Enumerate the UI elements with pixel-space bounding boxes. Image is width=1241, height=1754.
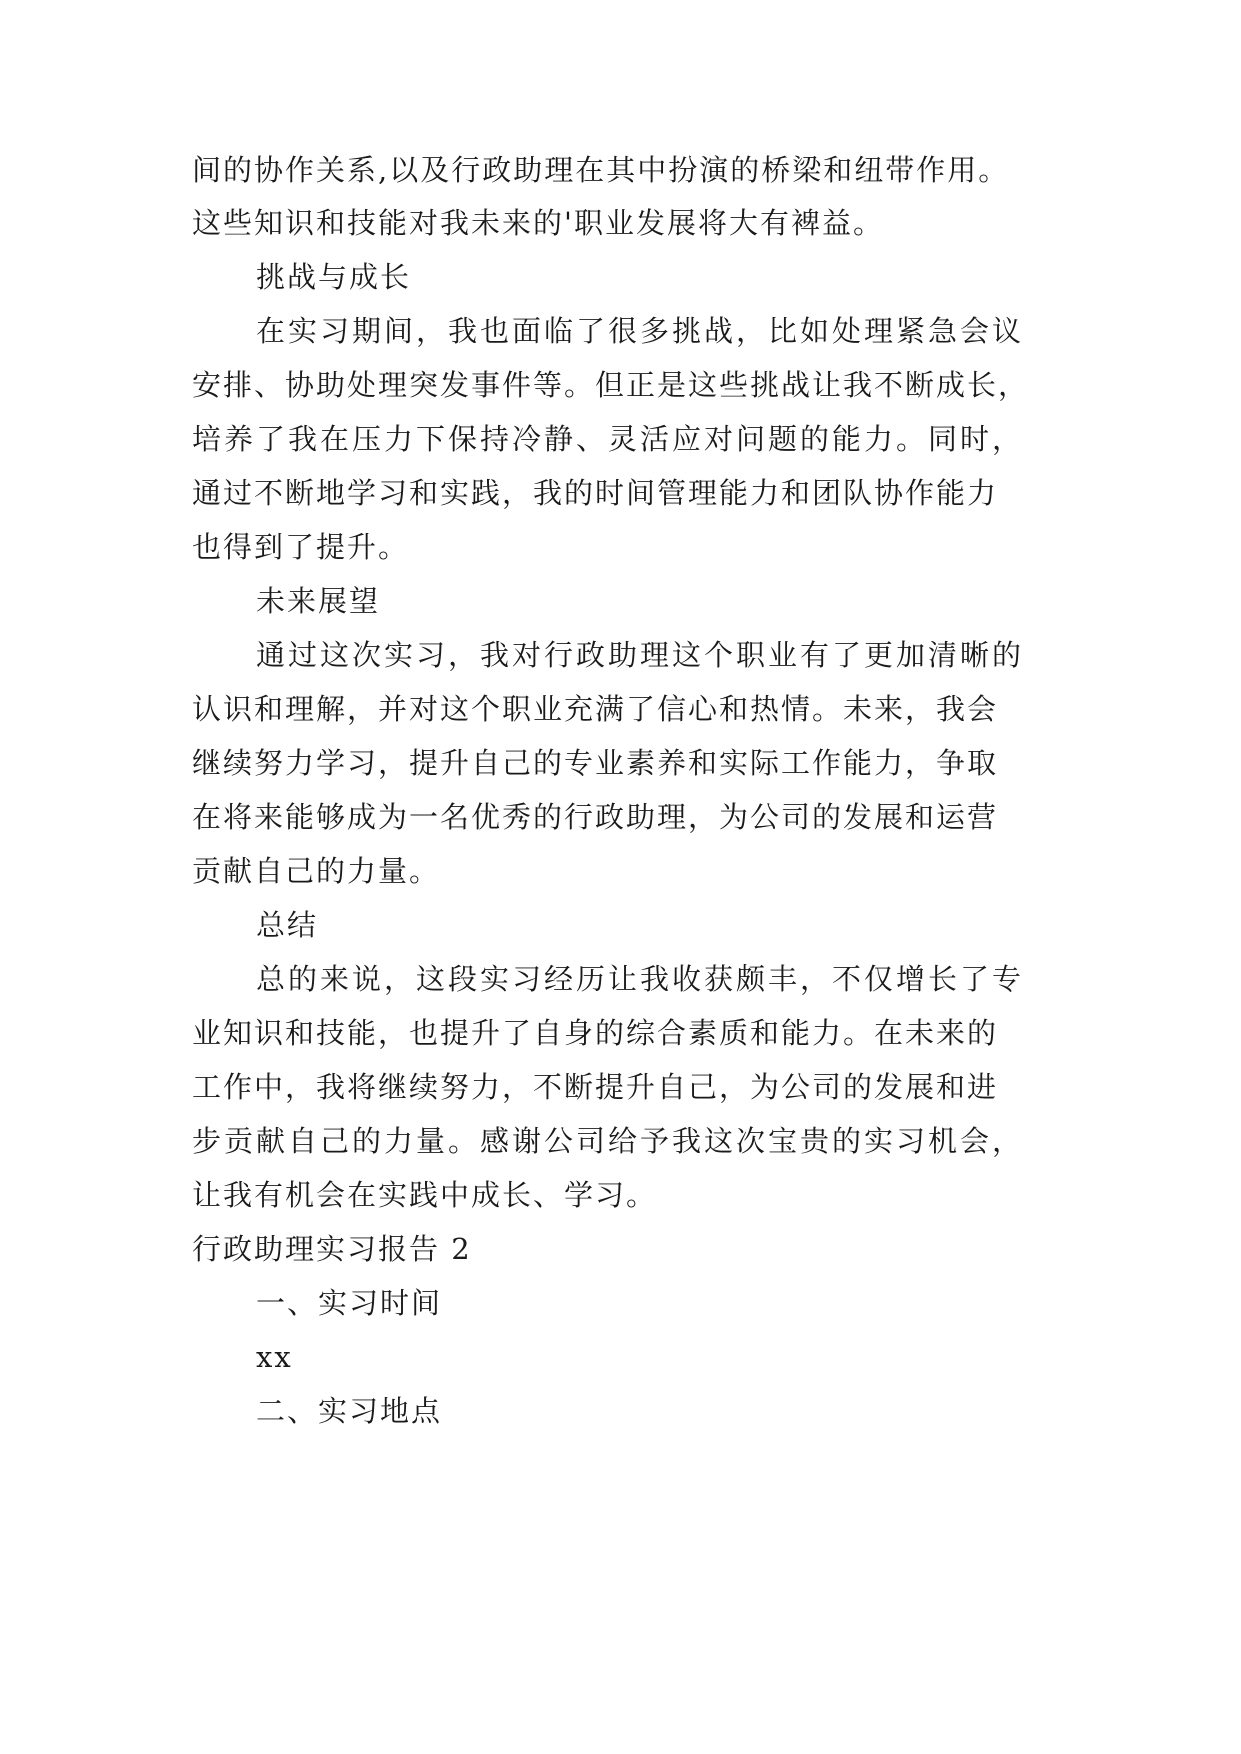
section-heading-summary: 总结 <box>256 908 319 942</box>
paragraph-line: 间的协作关系,以及行政助理在其中扮演的桥梁和纽带作用。 <box>192 153 1010 187</box>
paragraph-line: 让我有机会在实践中成长、学习。 <box>192 1178 658 1212</box>
paragraph-line: 通过这次实习，我对行政助理这个职业有了更加清晰的 <box>256 638 1025 672</box>
section-heading-internship-time: 一、实习时间 <box>256 1286 443 1320</box>
section-heading-outlook: 未来展望 <box>256 584 381 618</box>
paragraph-line: 工作中，我将继续努力，不断提升自己，为公司的发展和进 <box>192 1070 999 1104</box>
paragraph-line: 总的来说，这段实习经历让我收获颇丰，不仅增长了专 <box>256 962 1025 996</box>
paragraph-line: 也得到了提升。 <box>192 530 410 564</box>
paragraph-line: 步贡献自己的力量。感谢公司给予我这次宝贵的实习机会， <box>192 1124 1025 1158</box>
paragraph-line: 这些知识和技能对我未来的'职业发展将大有裨益。 <box>192 206 884 240</box>
document-title-report-2: 行政助理实习报告 2 <box>192 1232 472 1266</box>
paragraph-line: 继续努力学习，提升自己的专业素养和实际工作能力，争取 <box>192 746 999 780</box>
paragraph-line: 安排、协助处理突发事件等。但正是这些挑战让我不断成长， <box>192 368 1030 402</box>
internship-time-value: xx <box>256 1340 293 1374</box>
paragraph-line: 认识和理解，并对这个职业充满了信心和热情。未来，我会 <box>192 692 999 726</box>
paragraph-line: 培养了我在压力下保持冷静、灵活应对问题的能力。同时， <box>192 422 1025 456</box>
paragraph-line: 在实习期间，我也面临了很多挑战，比如处理紧急会议 <box>256 314 1025 348</box>
paragraph-line: 业知识和技能，也提升了自身的综合素质和能力。在未来的 <box>192 1016 999 1050</box>
section-heading-challenge: 挑战与成长 <box>256 260 412 294</box>
paragraph-line: 通过不断地学习和实践，我的时间管理能力和团队协作能力 <box>192 476 999 510</box>
paragraph-line: 贡献自己的力量。 <box>192 854 441 888</box>
paragraph-line: 在将来能够成为一名优秀的行政助理，为公司的发展和运营 <box>192 800 999 834</box>
section-heading-internship-location: 二、实习地点 <box>256 1394 443 1428</box>
